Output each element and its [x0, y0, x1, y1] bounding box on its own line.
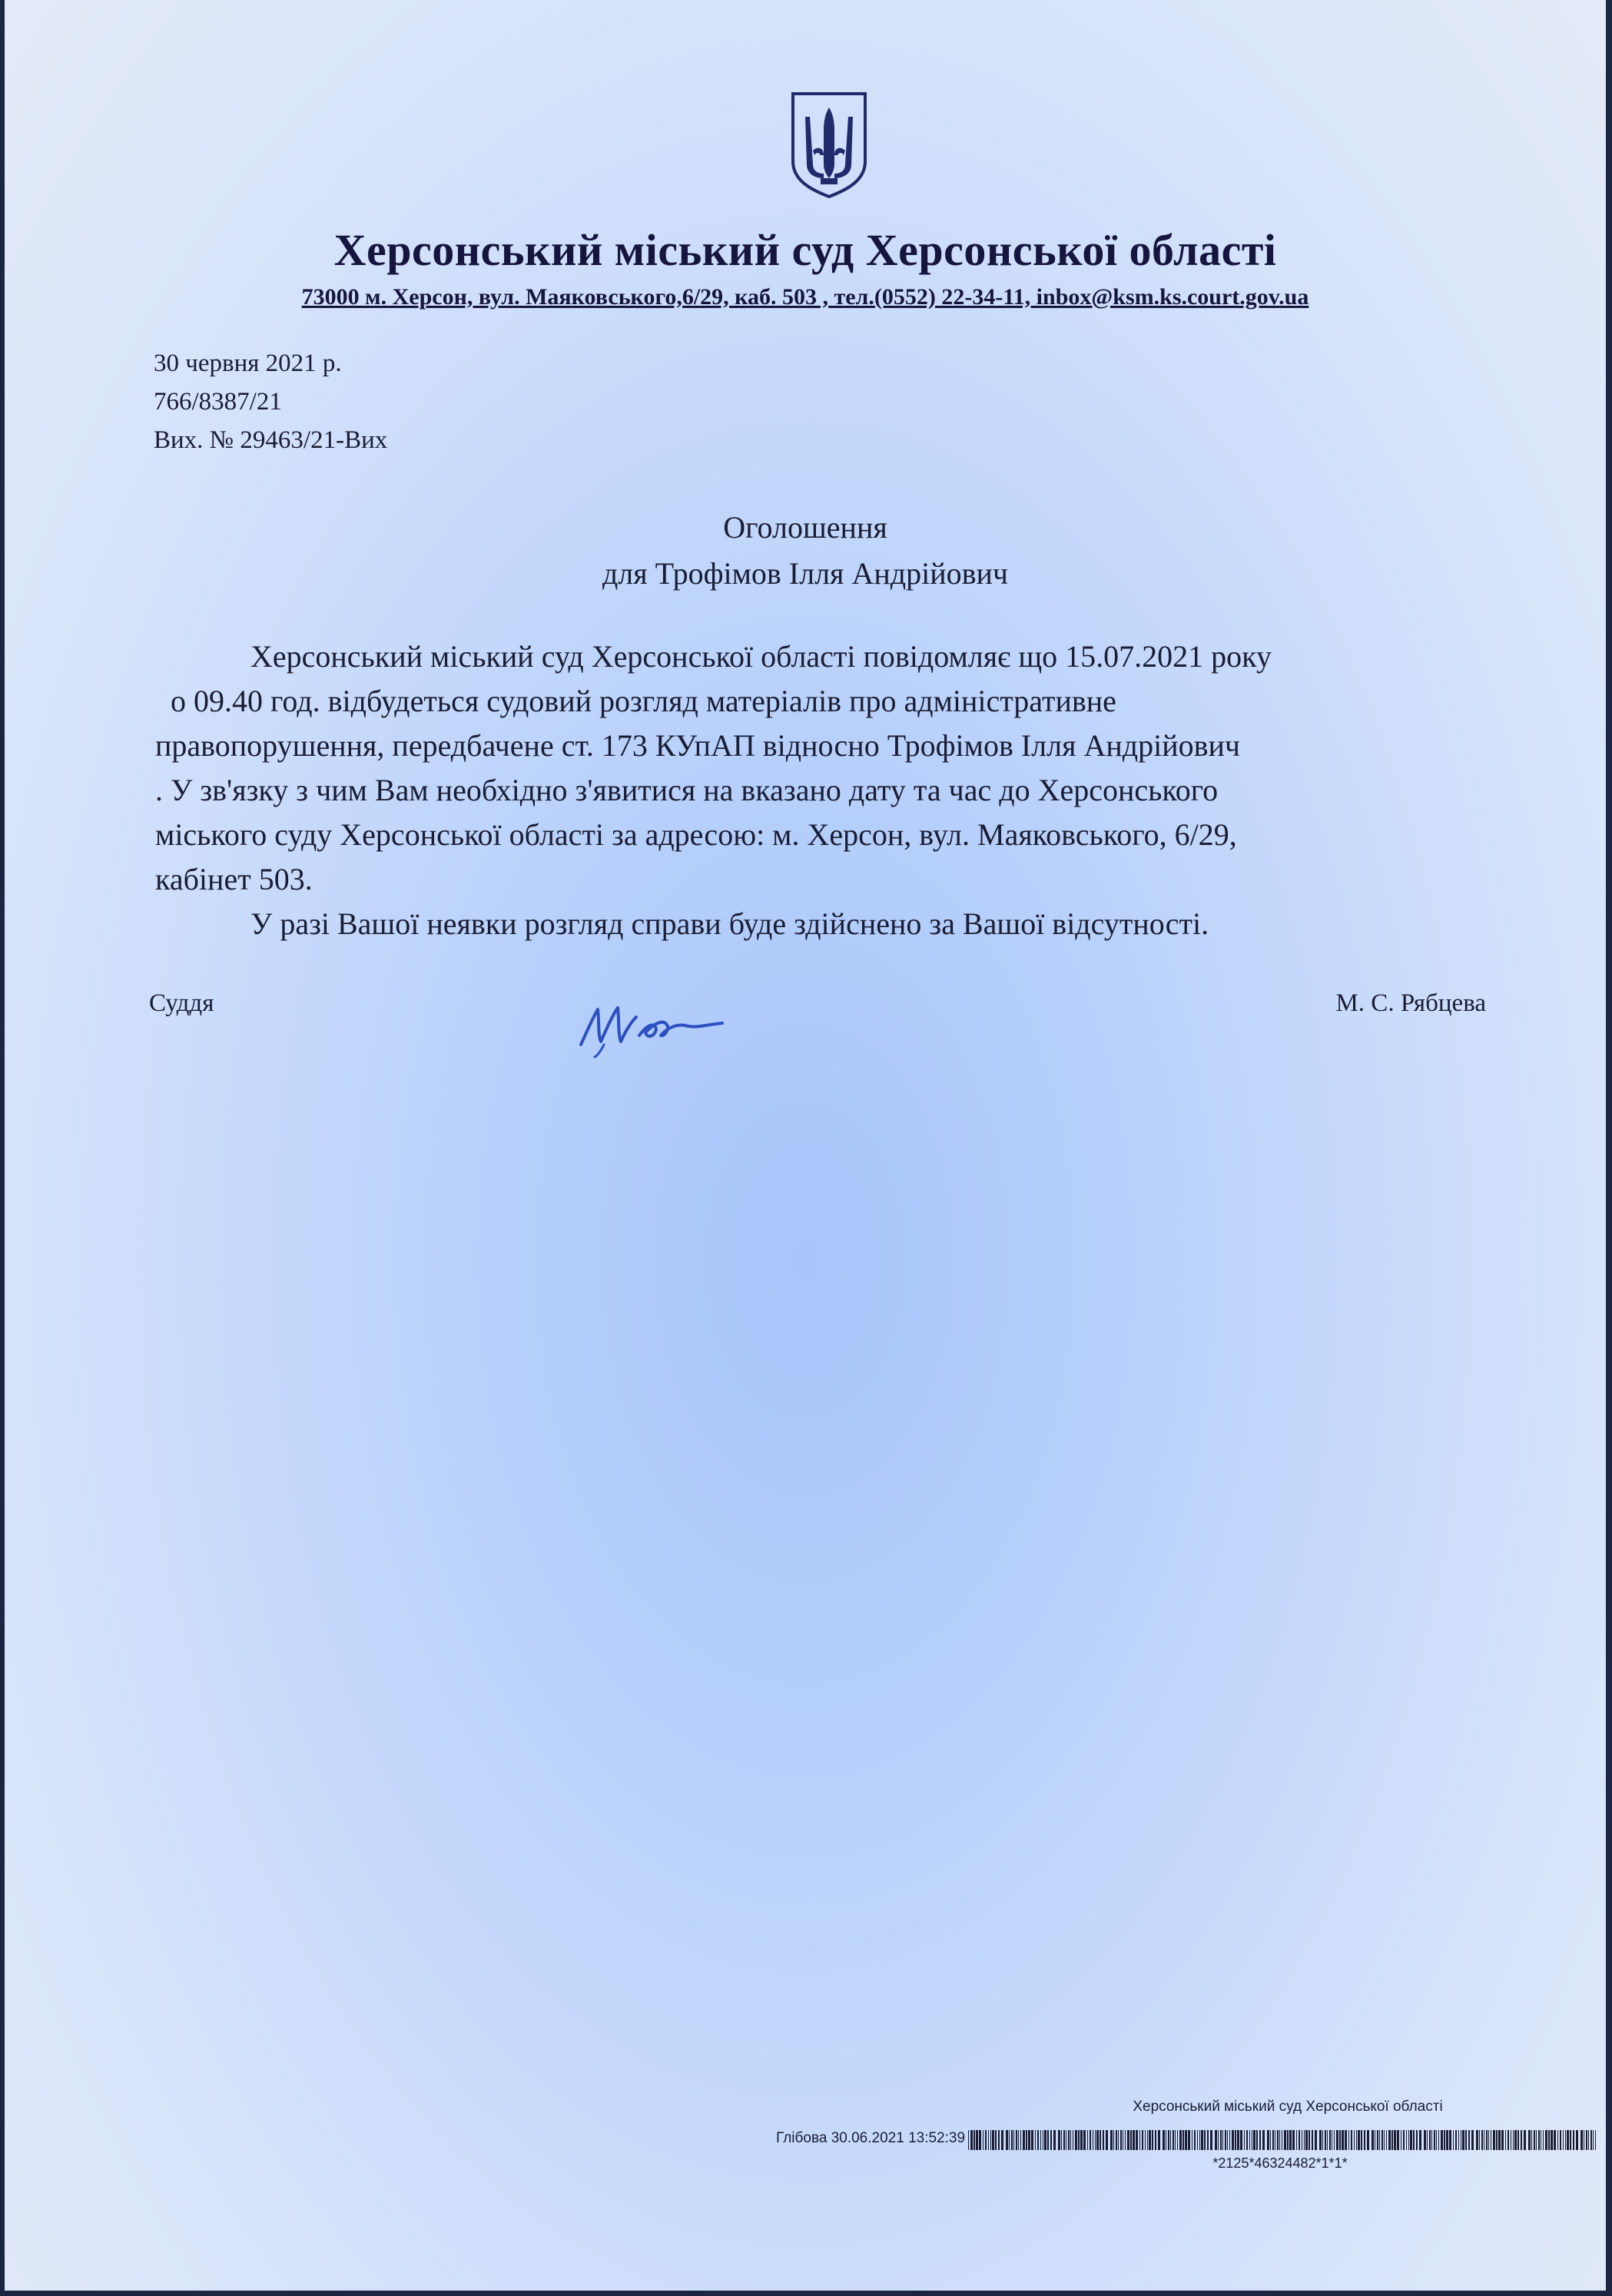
barcode-bar [1325, 2130, 1326, 2150]
notice-body [155, 634, 1508, 946]
notice-recipient: для Трофімов Ілля Андрійович [602, 556, 1009, 591]
clerk-timestamp: Глібова 30.06.2021 13:52:39 [776, 2130, 966, 2146]
barcode-bar [1573, 2130, 1574, 2150]
barcode-bar [1458, 2130, 1459, 2150]
barcode-bar [1479, 2130, 1480, 2150]
barcode-bar [1240, 2130, 1242, 2150]
barcode-bar [1256, 2130, 1258, 2150]
barcode-bar [1026, 2130, 1027, 2150]
body-line: Херсонський міський суд Херсонської області повідомляє що 15.07.2021 року [250, 639, 1272, 674]
barcode-bar [1028, 2130, 1030, 2150]
barcode-bar [1342, 2130, 1344, 2150]
signature-row [149, 989, 1486, 1035]
barcode-bar [1431, 2130, 1432, 2150]
barcode-bar [1125, 2130, 1126, 2150]
barcode-bar [1305, 2130, 1308, 2150]
barcode-bar [1531, 2130, 1532, 2150]
barcode-bar [1304, 2130, 1305, 2150]
barcode-bar [992, 2130, 994, 2150]
barcode-bar [1197, 2130, 1198, 2150]
barcode-bar [1377, 2130, 1378, 2150]
barcode-bar [1403, 2130, 1405, 2150]
barcode-bar [1543, 2130, 1544, 2150]
barcode-bar [1358, 2130, 1360, 2150]
barcode-bar [1090, 2130, 1091, 2150]
judge-label: Суддя [149, 989, 214, 1017]
barcode-bar [1441, 2130, 1443, 2150]
barcode-bar [968, 2130, 969, 2150]
barcode-bar [1419, 2130, 1421, 2150]
barcode-bar [1367, 2130, 1369, 2150]
barcode-bar [1220, 2130, 1222, 2150]
barcode-bar [1336, 2130, 1338, 2150]
barcode-bar [1557, 2130, 1558, 2150]
barcode-bar [1139, 2130, 1140, 2150]
barcode-bar [1560, 2130, 1561, 2150]
barcode-bar [1284, 2130, 1286, 2150]
stamp-court-name: Херсонський міський суд Херсонської області [1133, 2099, 1443, 2115]
barcode-bar [1001, 2130, 1003, 2150]
barcode-bar [1493, 2130, 1495, 2150]
barcode-bar [1287, 2130, 1289, 2150]
barcode-bar [1508, 2130, 1509, 2150]
barcode-bar [1481, 2130, 1483, 2150]
barcode-bar [1116, 2130, 1117, 2150]
barcode-bar [985, 2130, 987, 2150]
barcode-bar [1372, 2130, 1374, 2150]
barcode-bar [1449, 2130, 1451, 2150]
barcode-bar [1016, 2130, 1017, 2150]
barcode-bar [1152, 2130, 1153, 2150]
document-meta [154, 344, 387, 459]
barcode-bar [1521, 2130, 1522, 2150]
barcode-bar [1444, 2130, 1445, 2150]
outgoing-number: Вих. № 29463/21-Вих [154, 426, 388, 454]
barcode-bar [1249, 2130, 1250, 2150]
barcode-bar [990, 2130, 991, 2150]
body-line: о 09.40 год. відбудеться судовий розгляд матеріалів про адміністративне [171, 684, 1116, 718]
handwritten-signature-icon [420, 991, 773, 1060]
barcode-bar [1215, 2130, 1217, 2150]
barcode-bar [1246, 2130, 1248, 2150]
barcode-bar [1018, 2130, 1019, 2150]
barcode-bar [1436, 2130, 1437, 2150]
barcode-bar [1070, 2130, 1071, 2150]
barcode-bar [1009, 2130, 1010, 2150]
barcode-bar [979, 2130, 981, 2150]
barcode-bar [1207, 2130, 1209, 2150]
barcode-bar [1586, 2130, 1587, 2150]
body-line: міського суду Херсонської області за адресою: м. Херсон, вул. Маяковського, 6/29, [155, 817, 1237, 852]
barcode-bar [1429, 2130, 1431, 2150]
barcode-bar [1356, 2130, 1357, 2150]
barcode-bar [1175, 2130, 1176, 2150]
barcode-bar [1434, 2130, 1435, 2150]
barcode-bar [1201, 2130, 1203, 2150]
barcode-bar [1471, 2130, 1474, 2150]
barcode-bar [1113, 2130, 1114, 2150]
barcode-bar [1462, 2130, 1464, 2150]
barcode-bar [1020, 2130, 1021, 2150]
barcode-bar [1106, 2130, 1108, 2150]
barcode-bar [1272, 2130, 1274, 2150]
barcode-bar [1534, 2130, 1535, 2150]
barcode-bar [1158, 2130, 1160, 2150]
barcode-bar [1110, 2130, 1113, 2150]
barcode-icon [968, 2130, 1598, 2150]
barcode-bar [970, 2130, 973, 2150]
barcode-bar [1565, 2130, 1566, 2150]
barcode-bar [1309, 2130, 1310, 2150]
barcode-bar [1379, 2130, 1380, 2150]
barcode-bar [1279, 2130, 1280, 2150]
barcode-bar [1501, 2130, 1504, 2150]
barcode-bar [1035, 2130, 1036, 2150]
barcode-bar [1229, 2130, 1230, 2150]
barcode-bar [1354, 2130, 1355, 2150]
barcode-bar [1235, 2130, 1236, 2150]
barcode-bar [1120, 2130, 1122, 2150]
barcode-bar [1127, 2130, 1129, 2150]
barcode-bar [1312, 2130, 1313, 2150]
barcode-bar [1061, 2130, 1062, 2150]
document-date: 30 червня 2021 р. [154, 350, 342, 377]
barcode-bar [1348, 2130, 1349, 2150]
barcode-bar [1050, 2130, 1052, 2150]
barcode-bar [1438, 2130, 1439, 2150]
barcode-bar [1513, 2130, 1514, 2150]
barcode-bar [1486, 2130, 1488, 2150]
barcode-bar [1593, 2130, 1594, 2150]
barcode-bar [1446, 2130, 1448, 2150]
barcode-bar [1524, 2130, 1526, 2150]
barcode-bar [1006, 2130, 1008, 2150]
barcode-bar [1345, 2130, 1347, 2150]
barcode-bar [1163, 2130, 1165, 2150]
barcode-bar [1253, 2130, 1255, 2150]
barcode-bar [1397, 2130, 1399, 2150]
barcode-bar [1037, 2130, 1039, 2150]
barcode-bar [1548, 2130, 1550, 2150]
barcode-bar [1289, 2130, 1292, 2150]
barcode-bar [1476, 2130, 1478, 2150]
barcode-bar [1465, 2130, 1467, 2150]
barcode-bar [1588, 2130, 1589, 2150]
barcode-bar [1244, 2130, 1245, 2150]
barcode-bar [1168, 2130, 1169, 2150]
barcode-bar [1590, 2130, 1592, 2150]
barcode-bar [1277, 2130, 1279, 2150]
barcode-bar [1319, 2130, 1322, 2150]
absence-notice: У разі Вашої неявки розгляд справи буде здійснено за Вашої відсутності. [250, 906, 1209, 941]
barcode-bar [1149, 2130, 1151, 2150]
barcode-bar [1096, 2130, 1099, 2150]
judge-name: М. С. Рябцева [1335, 989, 1486, 1017]
barcode-bar [1087, 2130, 1088, 2150]
barcode-bar [1488, 2130, 1489, 2150]
barcode-bar [974, 2130, 975, 2150]
body-line: . У зв'язку з чим Вам необхідно з'явитися на вказано дату та час до Херсонського [155, 773, 1219, 807]
barcode-bar [1083, 2130, 1086, 2150]
barcode-bar [1580, 2130, 1583, 2150]
barcode-bar [1410, 2130, 1412, 2150]
court-name: Херсонський міський суд Херсонської області [333, 225, 1277, 275]
barcode-bar [1237, 2130, 1239, 2150]
barcode-code: *2125*46324482*1*1* [1212, 2155, 1348, 2171]
barcode-bar [1455, 2130, 1457, 2150]
barcode-bar [1047, 2130, 1049, 2150]
barcode-bar [1225, 2130, 1226, 2150]
barcode-bar [1413, 2130, 1415, 2150]
barcode-bar [1232, 2130, 1234, 2150]
barcode-bar [1496, 2130, 1498, 2150]
barcode-bar [1100, 2130, 1101, 2150]
barcode-bar [1391, 2130, 1393, 2150]
barcode-bar [1270, 2130, 1271, 2150]
barcode-bar [976, 2130, 978, 2150]
barcode-bar [1218, 2130, 1219, 2150]
barcode-bar [1315, 2130, 1317, 2150]
barcode-bar [1227, 2130, 1228, 2150]
barcode-bar [1517, 2130, 1519, 2150]
barcode-bar [1339, 2130, 1341, 2150]
barcode-bar [1545, 2130, 1547, 2150]
barcode-bar [1011, 2130, 1013, 2150]
barcode-bar [1388, 2130, 1391, 2150]
barcode-bar [1408, 2130, 1409, 2150]
barcode-bar [1080, 2130, 1083, 2150]
barcode-bar [988, 2130, 989, 2150]
barcode-bar [1468, 2130, 1470, 2150]
barcode-bar [998, 2130, 1000, 2150]
barcode-bar [1185, 2130, 1187, 2150]
barcode-bar [1103, 2130, 1104, 2150]
barcode-bar [1528, 2130, 1531, 2150]
barcode-bar [1361, 2130, 1362, 2150]
barcode-bar [1322, 2130, 1323, 2150]
trident-coat-of-arms-icon [790, 91, 868, 200]
barcode-bar [1068, 2130, 1070, 2150]
barcode-bar [1155, 2130, 1156, 2150]
barcode-bar [1194, 2130, 1196, 2150]
barcode-bar [1204, 2130, 1206, 2150]
barcode-bar [1296, 2130, 1297, 2150]
barcode-bar [1563, 2130, 1564, 2150]
barcode-bar [1576, 2130, 1578, 2150]
barcode-bar [1133, 2130, 1135, 2150]
barcode-bar [1424, 2130, 1426, 2150]
barcode-bar [1427, 2130, 1428, 2150]
barcode-bar [1551, 2130, 1553, 2150]
barcode-bar [1384, 2130, 1385, 2150]
barcode-bar [1381, 2130, 1383, 2150]
barcode-bar [1364, 2130, 1365, 2150]
barcode-bar [1199, 2130, 1200, 2150]
barcode-bar [1292, 2130, 1295, 2150]
barcode-bar [1267, 2130, 1269, 2150]
barcode-bar [1262, 2130, 1265, 2150]
barcode-bar [1595, 2130, 1596, 2150]
barcode-bar [1023, 2130, 1025, 2150]
barcode-bar [1095, 2130, 1096, 2150]
body-line: правопорушення, передбачене ст. 173 КУпАП відносно Трофімов Ілля Андрійович [155, 728, 1241, 763]
barcode-bar [1075, 2130, 1077, 2150]
barcode-bar [1210, 2130, 1212, 2150]
barcode-bar [1130, 2130, 1132, 2150]
barcode-bar [1188, 2130, 1190, 2150]
barcode-bar [1031, 2130, 1033, 2150]
barcode-bar [1259, 2130, 1261, 2150]
barcode-bar [1394, 2130, 1396, 2150]
barcode-bar [1142, 2130, 1143, 2150]
barcode-bar [1182, 2130, 1184, 2150]
barcode-bar [1416, 2130, 1418, 2150]
barcode-bar [995, 2130, 997, 2150]
barcode-bar [1386, 2130, 1387, 2150]
barcode-bar [1136, 2130, 1138, 2150]
barcode-bar [1505, 2130, 1506, 2150]
barcode-bar [1570, 2130, 1571, 2150]
barcode-bar [1147, 2130, 1148, 2150]
notice-heading [5, 505, 1606, 597]
barcode-bar [1170, 2130, 1171, 2150]
barcode-bar [1554, 2130, 1556, 2150]
barcode-bar [1040, 2130, 1041, 2150]
barcode-bar [1334, 2130, 1335, 2150]
barcode-bar [1078, 2130, 1080, 2150]
barcode-bar [1179, 2130, 1182, 2150]
barcode-bar [1538, 2130, 1540, 2150]
barcode-bar [1327, 2130, 1328, 2150]
barcode-bar [1173, 2130, 1174, 2150]
barcode-bar [1063, 2130, 1065, 2150]
barcode-bar [1044, 2130, 1046, 2150]
registration-stamp [776, 2130, 1598, 2158]
barcode-bar [1145, 2130, 1146, 2150]
barcode-bar [1053, 2130, 1056, 2150]
barcode-bar [1058, 2130, 1060, 2150]
barcode-bar [1222, 2130, 1223, 2150]
barcode-bar [1453, 2130, 1454, 2150]
barcode-bar [1498, 2130, 1501, 2150]
body-line: кабінет 503. [155, 862, 313, 896]
barcode-bar [1118, 2130, 1119, 2150]
barcode-bar [1329, 2130, 1331, 2150]
notice-title: Оголошення [723, 510, 887, 545]
barcode-bar [1299, 2130, 1300, 2150]
barcode-bar [1351, 2130, 1352, 2150]
barcode-bar [1406, 2130, 1407, 2150]
barcode-bar [1013, 2130, 1014, 2150]
court-address: 73000 м. Херсон, вул. Маяковського,6/29, каб. 503 , тел.(0552) 22-34-11, inbox@ksm.ks.court.gov.ua [301, 284, 1309, 310]
barcode-bar [1536, 2130, 1537, 2150]
document-page [5, 0, 1606, 2291]
barcode-bar [1514, 2130, 1517, 2150]
case-number: 766/8387/21 [154, 388, 282, 416]
barcode-bar [1567, 2130, 1569, 2150]
barcode-bar [1177, 2130, 1178, 2150]
